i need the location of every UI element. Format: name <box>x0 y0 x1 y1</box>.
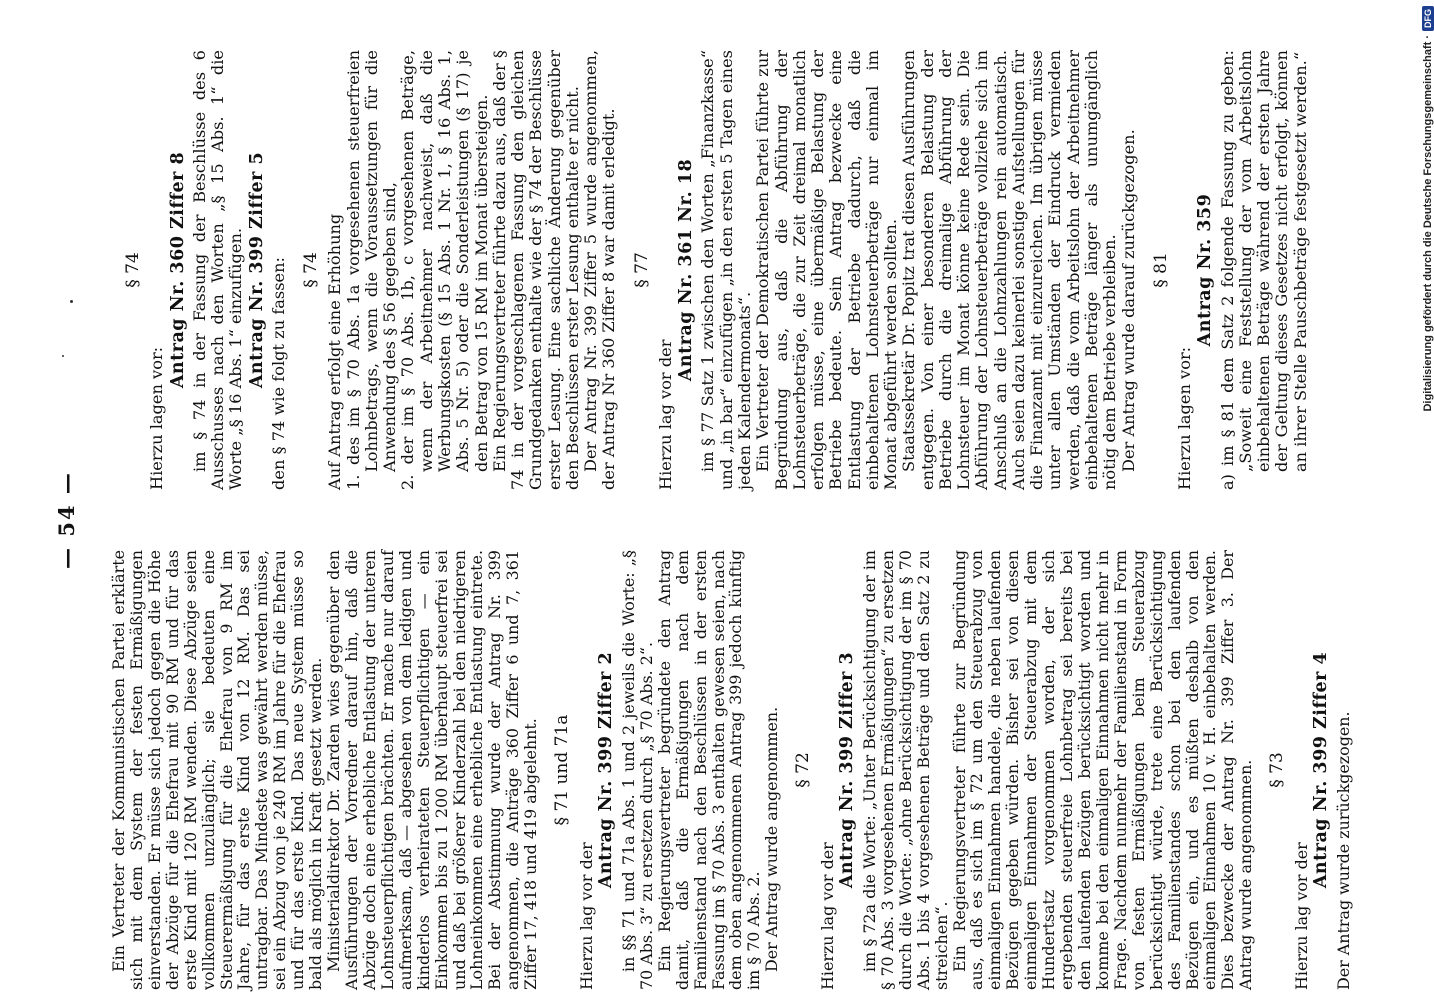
paragraph: a) im § 81 dem Satz 2 folgende Fassung zu geben: „Soweit eine Feststellung der vom Arbeitslohn einbehaltenen Beträge während der ersten Jahre der Geltung dieses Gesetzes nicht erfolgt, können an ihrer Stelle Pauschbeträge festgesetzt werden.“ <box>1217 50 1310 490</box>
section-heading: § 81 <box>1150 252 1171 288</box>
paragraph: im § 77 Satz 1 zwischen den Worten „Finanzkasse“ und „in bar“ einzufügen „in den ersten 5 Tagen eines jeden Kalendermonats“. <box>698 50 754 490</box>
paragraph: im § 72a die Worte: „Unter Berücksichtigung der im § 70 Abs. 3 vorgesehenen Ermäßigungen“ zu ersetzen durch die Worte: „ohne Berücksichtigung der im § 70 Abs. 1 bis 4 vorgesehenen Beträge und den Satz 2 zu streichen“. <box>859 550 951 990</box>
scan-speck <box>62 355 64 357</box>
paragraph: Staatssekretär Dr. Popitz trat diesen Ausführungen entgegen. Von einer besonderen Belastung der Betriebe durch die dreimalige Abführung der Lohnsteuer im Monat könne keine Rede sein. Die Abführung der Lohnsteuerbeträge vollziehe sich im Anschluß an die Lohnzahlungen rein automatisch. Auch seien dazu keinerlei sonstige Aufstellungen für die Finanzamt mit einzureichen. Im übrigen müsse unter allen Umständen der Eindruck vermieden werden, daß die vom Arbeitslohn der Arbeitnehmer einbehaltenen Beträge länger als unumgänglich nötig dem Betriebe verbleiben. <box>899 50 1120 490</box>
section-heading: § 74 <box>123 252 143 288</box>
paragraph: Der Antrag wurde angenommen. <box>762 706 782 972</box>
dfg-logo: DFG <box>1422 6 1434 31</box>
left-column <box>110 550 1353 990</box>
digitization-sidebar <box>1416 6 1434 986</box>
paragraph: Ein Regierungsvertreter führte dazu aus, daß der § 74 in der vorgeschlagenen Fassung den gleichen Grundgedanken enthalte wie der § 74 der Beschlüsse erster Lesung. Eine sachliche Änderung gegenüber den Beschlüssen erster Lesung enthalte er nicht. <box>489 50 582 490</box>
paragraph: Hierzu lag vor der <box>577 842 597 990</box>
motion-heading: Antrag Nr. 361 Nr. 18 <box>676 158 697 382</box>
paragraph: Auf Antrag erfolgt eine Erhöhung <box>325 213 345 490</box>
digitization-note: Digitalisierung gefördert durch die Deutsche Forschungsgemeinschaft · <box>1422 35 1434 412</box>
paragraph: Hierzu lag vor der <box>1292 842 1312 990</box>
paragraph: Ein Regierungsvertreter führte zur Begründung aus, daß es sich im § 72 um den Steuerabzug von einmaligen Einnahmen handele, die neben laufenden Bezügen gegeben würden. Bisher sei von diesen einmaligen Einnahmen der Steuerabzug mit dem Hundertsatz vorgenommen worden, der sich ergebenden steuerfreie Lohnbetrag sei bereits bei den laufenden Bezügen berücksichtigt worden und komme bei den einmaligen Einnahmen nicht mehr in Frage. Nachdem nunmehr der Familienstand in Form von festen Ermäßigungen beim Steuerabzug berücksichtigt würde, trete eine Berücksichtigung des Familienstandes schon bei den laufenden Bezügen ein, und es müßten deshalb von den einmaligen Einnahmen 10 v. H. einbehalten werden. Dies bezwecke der Antrag Nr. 399 Ziffer 3. Der Antrag wurde angenommen. <box>949 550 1256 990</box>
paragraph: Ein Vertreter der Demokratischen Partei führte zur Begründung aus, daß die Abführung der Lohnsteuerbeträge, die zur Zeit dreimal monatlich erfolgen müsse, eine übermäßige Belastung der Betriebe bedeute. Sein Antrag bezwecke eine Entlastung der Betriebe dadurch, daß die einbehaltenen Lohnsteuerbeträge nur einmal im Monat abgeführt werden sollten. <box>753 50 901 490</box>
motion-heading: Antrag Nr. 399 Ziffer 2 <box>595 651 616 889</box>
section-heading: § 73 <box>1267 752 1288 788</box>
paragraph: den § 74 wie folgt zu fassen: <box>268 257 288 490</box>
paragraph: Hierzu lag vor der <box>655 339 675 490</box>
rotated-page <box>50 40 1380 1000</box>
paragraph: Hierzu lagen vor: <box>147 346 167 490</box>
motion-heading: Antrag Nr. 360 Ziffer 8 <box>167 151 188 389</box>
paragraph: im § 74 in der Fassung der Beschlüsse des 6 Ausschusses nach den Worten „§ 15 Abs. 1“ die Worte „§ 16 Abs. 1“ einzufügen. <box>189 50 246 490</box>
paragraph: Der Antrag wurde darauf zurückgezogen. <box>1118 129 1138 472</box>
section-heading: § 74 <box>301 252 322 288</box>
paragraph: Hierzu lag vor der <box>818 842 838 990</box>
page-number: — 54 — <box>54 471 79 569</box>
paragraph: 2. der im § 70 Abs. 1b, c vorgesehenen Beträge, wenn der Arbeitnehmer nachweist, daß die Werbungskosten (§ 15 Abs. 1 Nr. 1, § 16 Abs. 1, Abs. 5 Nr. 5) oder die Sonderleistungen (§ 17) je den Betrag von 15 RM im Monat übersteigen. <box>398 50 491 490</box>
motion-heading: Antrag Nr. 399 Ziffer 3 <box>837 651 858 889</box>
paragraph: in §§ 71 und 71a Abs. 1 und 2 jeweils die Worte: „§ 70 Abs. 3“ zu ersetzen durch „§ 70 Abs. 2“. <box>618 550 656 990</box>
paragraph: Ein Regierungsvertreter begründete den Antrag damit, daß die Ermäßigungen nach dem Familienstand nach den Beschlüssen in der ersten Fassung im § 70 Abs. 3 enthalten gewesen seien, nach dem oben angenommenen Antrag 399 jedoch künftig im § 70 Abs. 2. <box>654 550 764 990</box>
paragraph: Hierzu lagen vor: <box>1175 346 1195 490</box>
section-heading: § 72 <box>793 752 814 788</box>
digitization-text-wrapper <box>1416 6 1434 986</box>
paragraph: Der Antrag wurde zurückgezogen. <box>1334 711 1353 990</box>
paragraph: Ein Vertreter der Kommunistischen Partei erklärte sich mit dem System der festen Ermäßigungen einverstanden. Er müsse sich jedoch gegen die Höhe der Abzüge für die Ehefrau mit 90 RM und für das erste Kind mit 120 RM wenden. Diese Abzüge seien vollkommen unzulänglich; sie bedeuten eine Steuerermäßigung für die Ehefrau von 9 RM im Jahre, für das erste Kind von 12 RM. Das sei untragbar. Das Mindeste was gewährt werden müsse, sei ein Abzug von je 240 RM im Jahre für die Ehefrau und für das erste Kind. Das neue System müsse so bald als möglich in Kraft gesetzt werden. <box>109 550 326 990</box>
paragraph: Der Antrag Nr. 399 Ziffer 5 wurde angenommen, der Antrag Nr 360 Ziffer 8 war damit erledigt. <box>581 50 619 490</box>
motion-heading: Antrag Nr. 399 Ziffer 5 <box>246 151 267 389</box>
paragraph: 1. des im § 70 Abs. 1a vorgesehenen steuerfreien Lohnbetrags, wenn die Voraussetzungen für die Anwendung des § 56 gegeben sind, <box>343 50 400 490</box>
right-column <box>110 50 1310 490</box>
scan-speck <box>70 300 73 303</box>
motion-heading: Antrag Nr. 359 <box>1195 193 1216 347</box>
paragraph: Ministerialdirektor Dr. Zarden wies gegenüber den Ausführungen der Vorredner darauf hin, daß die Abzüge doch eine erhebliche Entlastung der unteren Lohnsteuerpflichtigen brächten. Er mache nur darauf aufmerksam, daß — abgesehen von dem ledigen und kinderlos verheirateten Steuerpflichtigen — ein Einkommen bis zu 1 200 RM überhaupt steuerfrei sei und daß bei größerer Kinderzahl bei den niedrigeren Lohneinkommen eine erhebliche Entlastung eintrete. Bei der Abstimmung wurde der Antrag Nr. 399 angenommen, die Anträge 360 Ziffer 6 und 7, 361 Ziffer 17, 418 und 419 abgelehnt. <box>324 550 541 990</box>
section-heading: § 71 und 71a <box>552 714 573 826</box>
motion-heading: Antrag Nr. 399 Ziffer 4 <box>1311 651 1332 889</box>
section-heading: § 77 <box>631 252 652 288</box>
